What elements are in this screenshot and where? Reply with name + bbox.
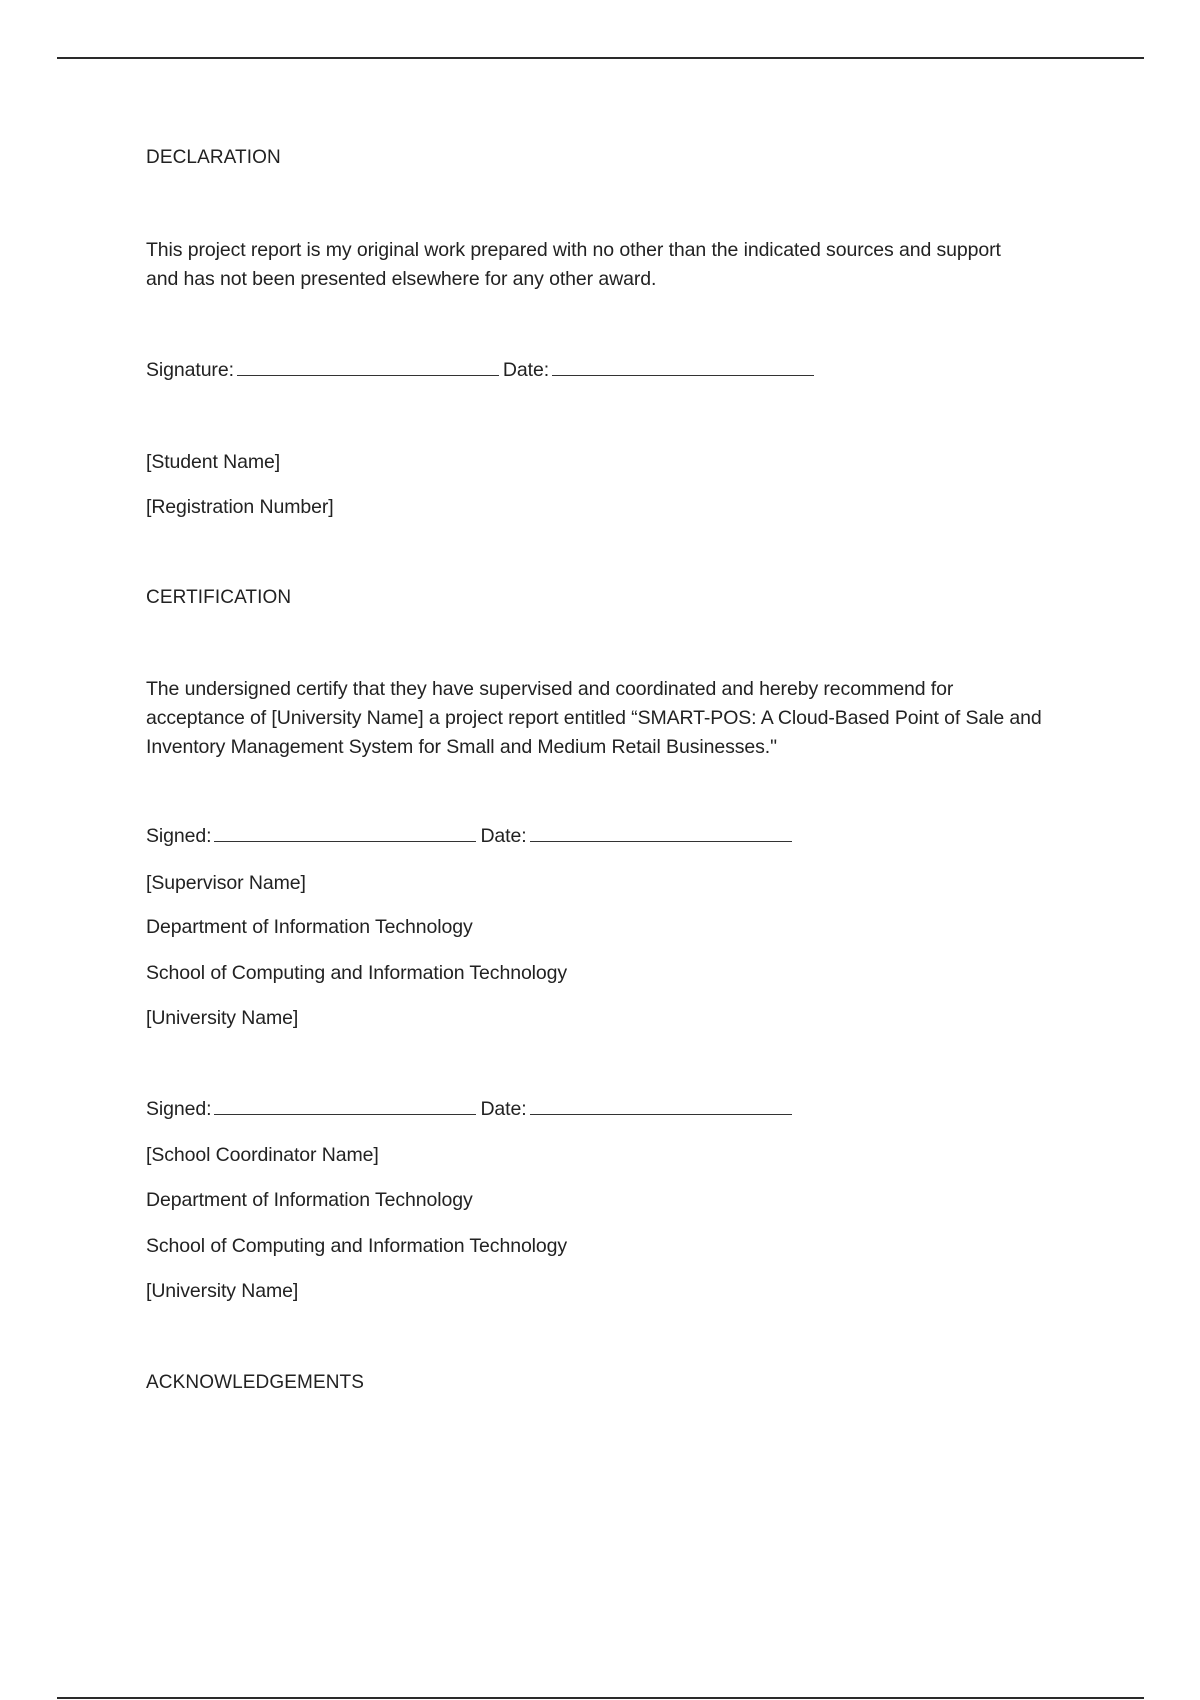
signed-label: Signed:: [146, 825, 212, 847]
declaration-paragraph: [146, 236, 1106, 294]
bottom-rule: [57, 1697, 1144, 1699]
date-label: Date:: [480, 1098, 527, 1120]
signature-blank[interactable]: [237, 357, 499, 376]
coordinator-department: Department of Information Technology: [146, 1189, 473, 1211]
coordinator-university: [University Name]: [146, 1280, 299, 1302]
declaration-heading: DECLARATION: [146, 147, 281, 168]
supervisor-date-blank[interactable]: [530, 823, 792, 842]
supervisor-department: Department of Information Technology: [146, 916, 473, 938]
top-rule: [57, 57, 1144, 59]
declaration-paragraph-line: This project report is my original work prepared with no other than the indicated sources and support: [146, 239, 1001, 261]
coordinator-date-blank[interactable]: [530, 1096, 792, 1115]
certification-paragraph-line: Inventory Management System for Small and Medium Retail Businesses.": [146, 736, 777, 758]
coordinator-school: School of Computing and Information Technology: [146, 1235, 568, 1257]
coordinator-signed-row: [146, 1095, 796, 1123]
declaration-signature-row: [146, 356, 818, 384]
date-label: Date:: [480, 825, 527, 847]
signature-label: Signature:: [146, 359, 234, 381]
supervisor-signature-blank[interactable]: [214, 823, 476, 842]
acknowledgements-heading: ACKNOWLEDGEMENTS: [146, 1372, 365, 1393]
signed-label: Signed:: [146, 1098, 212, 1120]
student-name: [Student Name]: [146, 451, 281, 473]
certification-paragraph: [146, 675, 1106, 762]
coordinator-signature-blank[interactable]: [214, 1096, 476, 1115]
supervisor-school: School of Computing and Information Technology: [146, 962, 568, 984]
registration-number: [Registration Number]: [146, 496, 334, 518]
supervisor-name: [Supervisor Name]: [146, 872, 306, 894]
certification-heading: CERTIFICATION: [146, 587, 292, 608]
certification-paragraph-line: acceptance of [University Name] a project report entitled “SMART-POS: A Cloud-Based Point of Sale and: [146, 707, 1042, 729]
supervisor-university: [University Name]: [146, 1007, 299, 1029]
certification-paragraph-line: The undersigned certify that they have supervised and coordinated and hereby recommend for: [146, 678, 954, 700]
date-blank[interactable]: [552, 357, 814, 376]
supervisor-signed-row: [146, 822, 796, 850]
coordinator-name: [School Coordinator Name]: [146, 1144, 379, 1166]
date-label: Date:: [502, 359, 550, 381]
declaration-paragraph-line: and has not been presented elsewhere for any other award.: [146, 268, 657, 290]
